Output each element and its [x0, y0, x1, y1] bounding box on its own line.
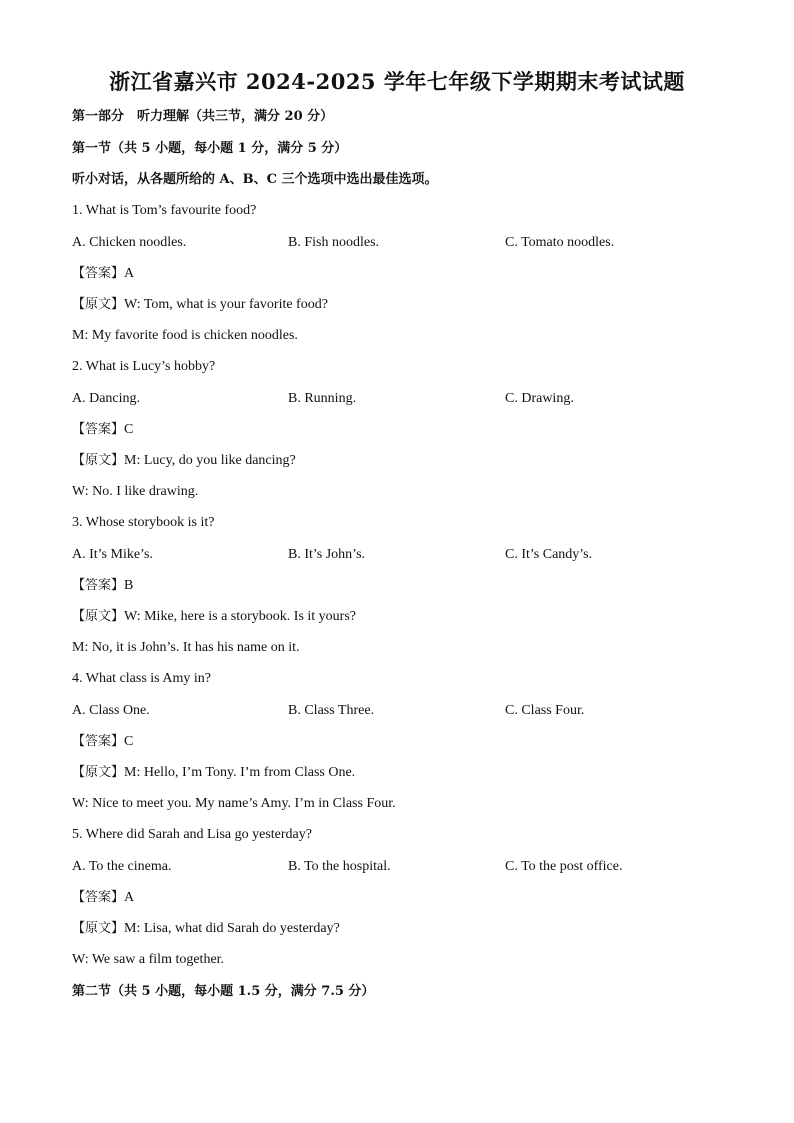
q2-option-c: C. Drawing. — [505, 391, 574, 406]
q1-option-c: C. Tomato noodles. — [505, 235, 615, 250]
question-4: 4. What class is Amy in? — [72, 671, 211, 686]
q2-line-1: M: Lucy, do you like dancing? — [124, 453, 296, 468]
q4-answer — [72, 733, 133, 751]
q2-option-b: B. Running. — [288, 391, 357, 406]
q2-answer — [72, 421, 133, 439]
answer-tag: 【答案】 — [72, 266, 125, 281]
q5-option-c: C. To the post office. — [505, 859, 623, 874]
q1-answer-value: A — [124, 266, 135, 281]
question-3: 3. Whose storybook is it? — [72, 515, 215, 530]
q3-line-1: W: Mike, here is a storybook. Is it yours? — [124, 609, 357, 624]
q3-option-b: B. It’s John’s. — [288, 547, 366, 562]
q5-option-b: B. To the hospital. — [288, 859, 391, 874]
q4-option-b: B. Class Three. — [288, 703, 375, 718]
answer-tag: 【答案】 — [72, 734, 125, 749]
q1-option-a: A. Chicken noodles. — [72, 235, 187, 250]
instruction-text: 听小对话，从各题所给的 A、B、C 三个选项中选出最佳选项。 — [72, 172, 438, 187]
question-1: 1. What is Tom’s favourite food? — [72, 203, 257, 218]
q5-transcript-1 — [72, 920, 340, 938]
q3-transcript-1 — [72, 608, 356, 626]
q3-option-c: C. It’s Candy’s. — [505, 547, 593, 562]
q2-transcript-2: W: No. I like drawing. — [72, 484, 199, 499]
source-tag: 【原文】 — [72, 453, 125, 468]
q2-transcript-1 — [72, 452, 296, 470]
q4-line-1: M: Hello, I’m Tony. I’m from Class One. — [124, 765, 356, 780]
source-tag: 【原文】 — [72, 609, 125, 624]
answer-tag: 【答案】 — [72, 578, 125, 593]
question-2: 2. What is Lucy’s hobby? — [72, 359, 216, 374]
q4-transcript-2: W: Nice to meet you. My name’s Amy. I’m in Class Four. — [72, 796, 396, 811]
q5-option-a: A. To the cinema. — [72, 859, 172, 874]
q3-transcript-2: M: No, it is John’s. It has his name on it. — [72, 640, 300, 655]
section1-heading: 第一节（共 5 小题，每小题 1 分，满分 5 分） — [72, 141, 348, 156]
q5-answer — [72, 889, 134, 907]
q5-line-1: M: Lisa, what did Sarah do yesterday? — [124, 921, 340, 936]
answer-tag: 【答案】 — [72, 890, 125, 905]
q5-transcript-2: W: We saw a film together. — [72, 952, 225, 967]
q2-answer-value: C — [124, 422, 134, 437]
q5-answer-value: A — [124, 890, 135, 905]
q4-option-c: C. Class Four. — [505, 703, 585, 718]
question-5: 5. Where did Sarah and Lisa go yesterday? — [72, 827, 312, 842]
q1-line-1: W: Tom, what is your favorite food? — [124, 297, 328, 312]
q4-answer-value: C — [124, 734, 134, 749]
q3-answer — [72, 577, 133, 595]
q1-option-b: B. Fish noodles. — [288, 235, 380, 250]
page-title: 浙江省嘉兴市 2024-2025 学年七年级下学期期末考试试题 — [109, 69, 685, 94]
source-tag: 【原文】 — [72, 765, 125, 780]
q3-answer-value: B — [124, 578, 134, 593]
q4-transcript-1 — [72, 764, 355, 782]
source-tag: 【原文】 — [72, 921, 125, 936]
source-tag: 【原文】 — [72, 297, 125, 312]
q1-answer — [72, 265, 134, 283]
q1-transcript-1 — [72, 296, 328, 314]
q3-option-a: A. It’s Mike’s. — [72, 547, 153, 562]
section2-heading: 第二节（共 5 小题，每小题 1.5 分，满分 7.5 分） — [72, 984, 375, 999]
part1-heading: 第一部分 听力理解（共三节，满分 20 分） — [72, 109, 334, 124]
q4-option-a: A. Class One. — [72, 703, 150, 718]
answer-tag: 【答案】 — [72, 422, 125, 437]
q2-option-a: A. Dancing. — [72, 391, 141, 406]
q1-transcript-2: M: My favorite food is chicken noodles. — [72, 328, 298, 343]
